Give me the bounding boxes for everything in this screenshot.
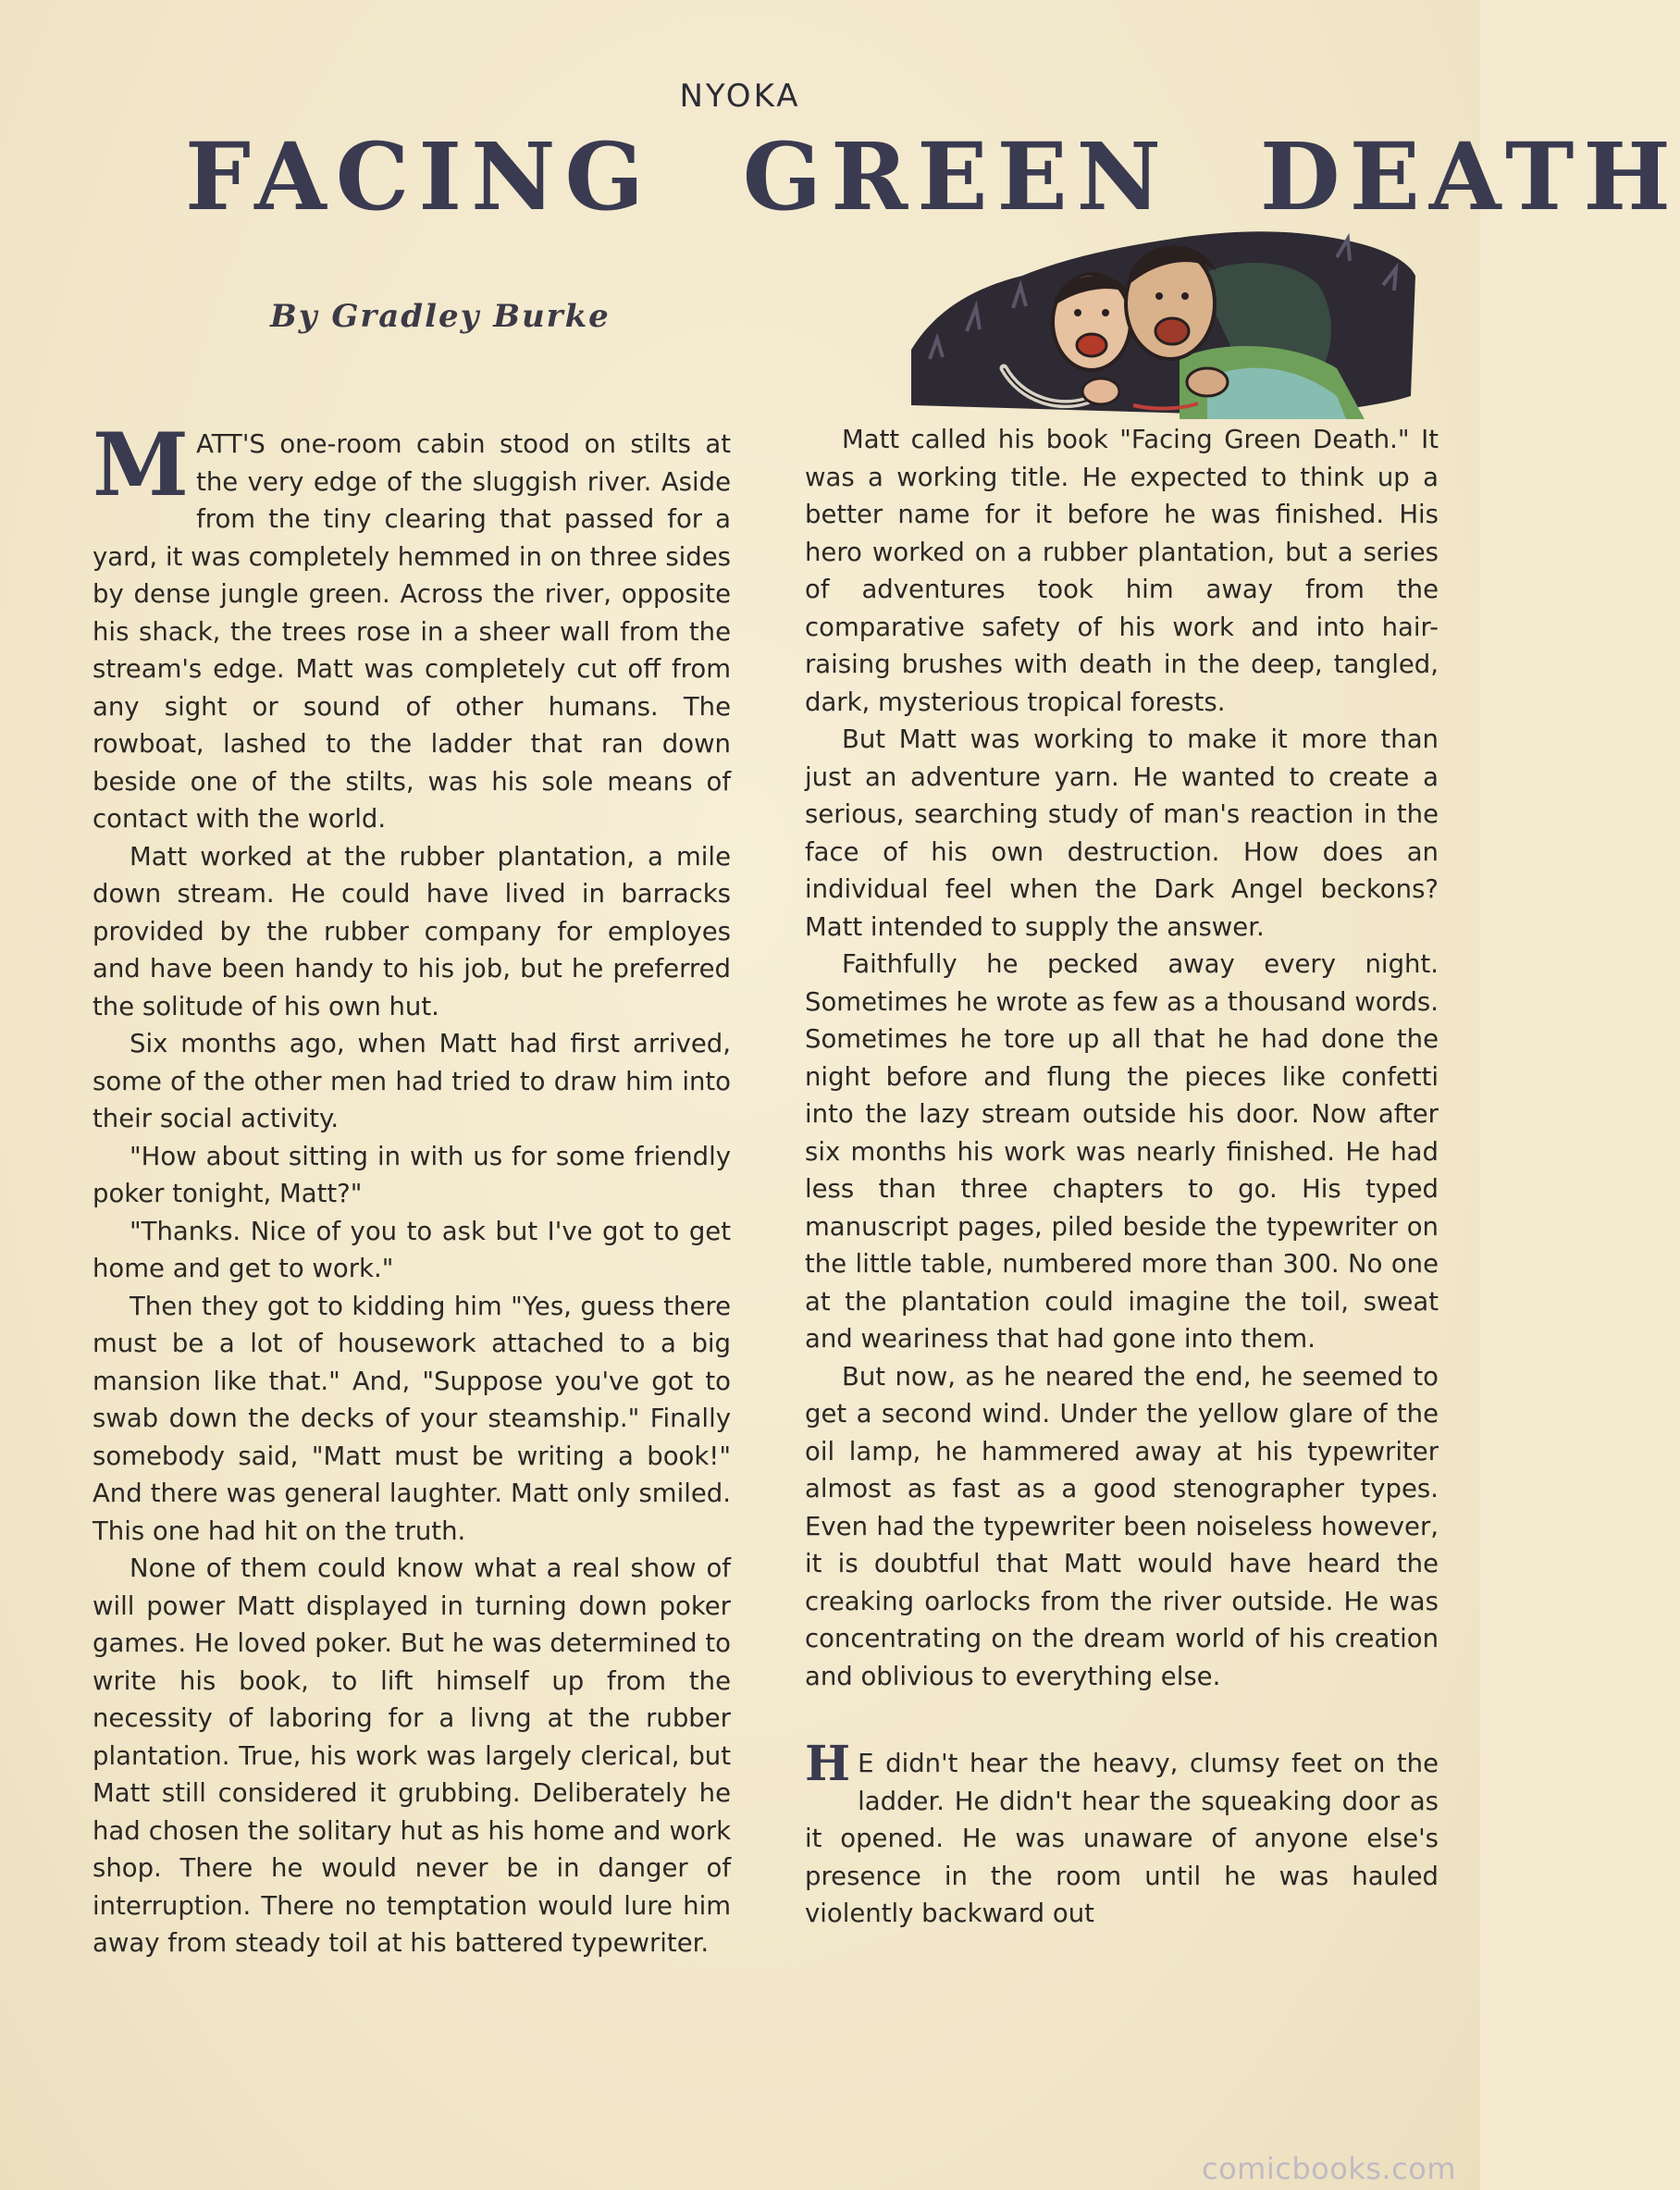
paragraph: Matt called his book "Facing Green Death." It was a working title. He expected to think up a better name for it before he was finished. His hero worked on a rubber plantation, but a series of adventures took him away from the comparative safety of his work and into hair-raising brushes with death in the deep, tangled, dark, mysterious tropical forests. — [805, 425, 1439, 717]
paragraph: None of them could know what a real show of will power Matt displayed in turning down poker games. He loved poker. But he was determined to write his book, to lift himself up from the necessity of laboring for a livng at the rubber plantation. True, his work was largely clerical, but Matt still considered it grubbing. Deliberately he had chosen the solitary hut as his home and work shop. There he would never be in danger of interruption. There no temptation would lure him away from steady toil at his battered typewriter. — [93, 1553, 731, 1958]
paragraph: Faithfully he pecked away every night. Sometimes he wrote as few as a thousand words. Sometimes he tore up all that he had done the night before and flung the pieces like confetti into the lazy stream outside his door. Now after six months his work was nearly finished. He had less than three chapters to go. His typed manuscript pages, piled beside the typewriter on the little table, numbered more than 300. No one at the plantation could imagine the toil, sweat and weariness that had gone into them. — [805, 949, 1439, 1354]
drop-cap: H — [805, 1736, 851, 1792]
right-column — [805, 421, 1439, 1933]
paragraph: H E didn't hear the heavy, clumsy feet on the ladder. He didn't hear the squeaking door as it opened. He was unaware of anyone else's presence in the room until he was hauled violently backward out — [805, 1736, 1439, 1928]
series-kicker: NYOKA — [679, 78, 801, 115]
paragraph: MATT'S one-room cabin stood on stilts at the very edge of the sluggish river. Aside from the tiny clearing that passed for a yard, it was completely hemmed in on three sides by dense jungle green. Across the river, opposite his shack, the trees rose in a sheer wall from the stream's edge. Matt was completely cut off from any sight or sound of other humans. The rowboat, lashed to the ladder that ran down beside one of the stilts, was his sole means of contact with the world. — [93, 414, 731, 834]
watermark: comicbooks.com — [1201, 2151, 1456, 2186]
drop-cap: M — [93, 414, 190, 516]
left-column — [93, 414, 731, 1962]
paragraph: "How about sitting in with us for some friendly poker tonight, Matt?" — [93, 1141, 731, 1208]
paragraph: Six months ago, when Matt had first arrived, some of the other men had tried to draw him into their social activity. — [93, 1029, 731, 1133]
paragraph: Then they got to kidding him "Yes, guess there must be a lot of housework attached to a big mansion like that." And, "Suppose you've got to swab down the decks of your steamship." Finally somebody said, "Matt must be writing a book!" And there was general laughter. Matt only smiled. This one had hit on the truth. — [93, 1291, 731, 1546]
story-title: FACING GREEN DEATH — [185, 122, 1680, 231]
byline: By Gradley Burke — [270, 298, 611, 335]
paragraph: But now, as he neared the end, he seemed to get a second wind. Under the yellow glare of the oil lamp, he hammered away at his typewriter almost as fast as a good stenographer types. Even had the typewriter been noiseless however, it is doubtful that Matt would have heard the creaking oarlocks from the river outside. He was concentrating on the dream world of his creation and oblivious to everything else. — [805, 1361, 1439, 1691]
paragraph: Matt worked at the rubber plantation, a mile down stream. He could have lived in barracks provided by the rubber company for employes and have been handy to his job, but he preferred the solitude of his own hut. — [93, 841, 731, 1021]
two-men-struggle-illustration — [902, 220, 1420, 428]
paragraph: "Thanks. Nice of you to ask but I've got to get home and get to work." — [93, 1216, 731, 1283]
paragraph: But Matt was working to make it more than just an adventure yarn. He wanted to create a serious, searching study of man's reaction in the face of his own destruction. How does an individual feel when the Dark Angel beckons? Matt intended to supply the answer. — [805, 724, 1439, 942]
section-break — [805, 1695, 1439, 1745]
